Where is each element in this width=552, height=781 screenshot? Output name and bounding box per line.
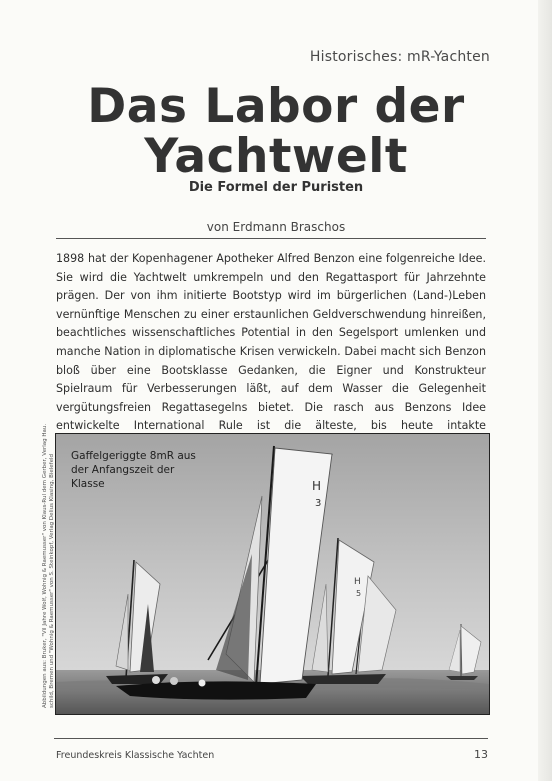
caption-line-2: der Anfangszeit der Klasse: [71, 464, 175, 490]
sail-number-4: 5: [356, 589, 362, 598]
sailing-photo: [55, 433, 490, 715]
caption-line-1: Gaffelgeriggte 8mR aus: [71, 450, 196, 462]
article-title: [0, 79, 552, 184]
photo-caption: [71, 449, 211, 491]
footer-divider: [54, 738, 488, 739]
section-label: Historisches: mR-Yachten: [309, 49, 490, 65]
title-line-1: Das Labor der: [87, 79, 465, 134]
sail-number-1: H: [312, 479, 322, 493]
sail-number-2: 3: [315, 498, 322, 509]
article-body: 1898 hat der Kopenhagener Apotheker Alfred Benzon eine folgenreiche Idee. Sie wird die Yachtwelt umkrempeln und den Regattasport für Jahrzehnte prägen. Der von ihm initierte Bootstyp wird im bürgerlichen (Land-)Leben vernünftige Menschen zu einer erstaunlichen Geldverschwendung hinreißen, beachtliches wissenschaftliches Potential in den Segelsport umlenken und manche Nation in diplomatische Krisen verwickeln. Dabei macht sich Benzon bloß über eine Bootsklasse Gedanken, die Eigner und Konstrukteur Spielraum für Verbesserungen läßt, auf dem Wasser die Gelegenheit vergütungsfreien Regattasegelns bietet. Die rasch aus Benzons Idee entwickelte International Rule ist die älteste, bis heute intakte: [56, 252, 486, 433]
footer-publication: Freundeskreis Klassische Yachten: [56, 750, 215, 761]
author-divider: [56, 238, 486, 239]
image-credit: Abbildungen aus: Bruker, "Vil Jahre Wolf, Wohnig & Raemusser" von Klaus-Rul dem Gerber, Verlag Hau. schild, Bremen und "Wohnig & Raemusser" von S. Steinkopf, Verlag Delius Klasing, Bielefeld: [42, 423, 55, 708]
title-line-2: Yachtwelt: [144, 129, 408, 184]
page-number: 13: [474, 748, 488, 761]
author-byline: von Erdmann Braschos: [206, 220, 346, 234]
article-subtitle: Die Formel der Puristen: [188, 180, 364, 195]
sail-number-3: H: [354, 577, 361, 587]
